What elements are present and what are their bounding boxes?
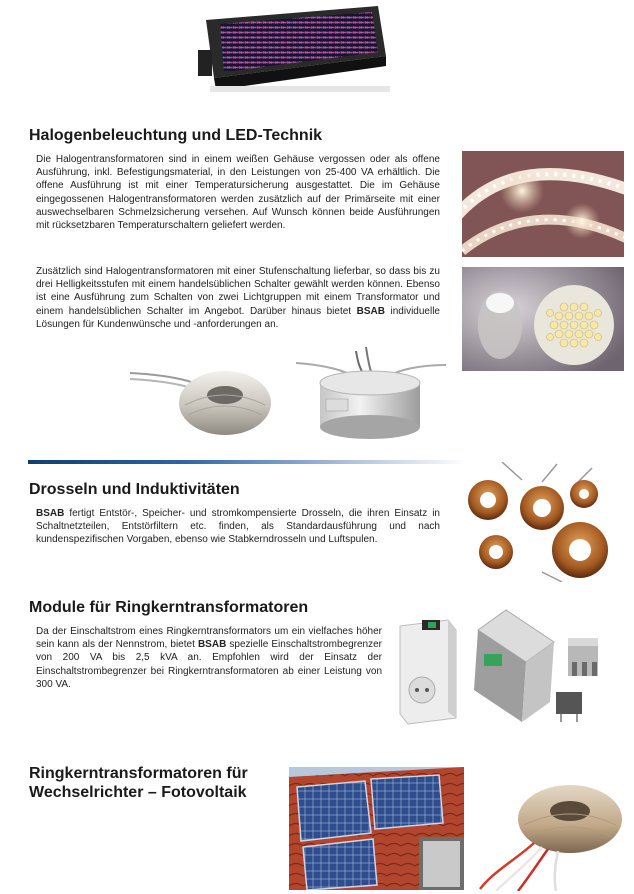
section-title-halogen: Halogenbeleuchtung und LED-Technik <box>29 127 323 144</box>
module-paragraph <box>36 625 382 691</box>
section-title-pv-line-2: Wechselrichter – Fotovoltaik <box>29 784 247 801</box>
halogen-paragraph-2 <box>36 265 440 331</box>
brand-name: BSAB <box>356 305 385 317</box>
section-title-drosseln: Drosseln und Induktivitäten <box>29 481 240 498</box>
brand-name: BSAB <box>36 508 65 519</box>
halogen-paragraph-1: Die Halogentransformatoren sind in einem weißen Gehäuse vergossen oder als offene Ausführung, inkl. Befestigungsmaterial, in den Leistungen von 25-400 VA erhältlich. Die offene Ausführung ist mit einer Temperatursicherung ausgestattet. Die im Gehäuse eingegossenen Halogentransformatoren werden zusätzlich auf der Primärseite mit einer auswechselbaren Schmelzsicherung versehen. Auf Wunsch können beide Ausführungen mit rücksetzbaren Temperaturschaltern geliefert werden. <box>36 154 440 232</box>
halogen-paragraph-2-end: individuelle Lösungen für Kundenwünsche und -anforderungen an. <box>36 305 440 330</box>
led-light-bar-photo <box>190 0 390 96</box>
solar-roof-photo <box>289 767 464 890</box>
led-spot-lamp-photo <box>462 267 624 371</box>
drosseln-paragraph <box>36 507 440 547</box>
section-title-pv-line-1: Ringkerntransformatoren für <box>29 765 248 782</box>
brand-name: BSAB <box>197 639 227 651</box>
halogen-paragraph-2-text: Zusätzlich sind Halogentransformatoren mit einer Stufenschaltung lieferbar, so dass bis zu drei Helligkeitsstufen mit einem handelsüblichen Schalter gewählt werden können. Ebenso ist eine Ausführung zum Schalten von zwei Lichtgruppen mit einem Transformator und einem handelsüblichen Schalter im Angebot. Darüber hinaus bietet <box>36 266 440 317</box>
module-paragraph-text: Da der Einschaltstrom eines Ringkerntransformators um ein vielfaches höher sein kann als der Nennstrom, bietet <box>36 626 382 651</box>
inrush-limiter-modules-photo <box>392 602 626 728</box>
toroidal-transformer-cables-photo <box>474 771 630 891</box>
potted-halogen-transformer-photo <box>296 343 446 443</box>
section-divider <box>28 460 468 464</box>
drosseln-paragraph-text: fertigt Entstör-, Speicher- und stromkompensierte Drosseln, die ihren Einsatz in Schaltnetzteilen, Entstörfiltern etc. finden, als Standardausführung und nach kundenspezifischen Vorgaben, ebenso wie Stabkerndrosseln und Luftspulen. <box>36 508 440 546</box>
toroidal-transformer-photo <box>130 345 280 440</box>
section-title-pv <box>29 764 248 802</box>
led-strip-photo <box>462 151 624 257</box>
toroid-chokes-photo <box>462 462 622 582</box>
section-title-module: Module für Ringkerntransformatoren <box>29 599 309 616</box>
module-paragraph-end: spezielle Einschaltstrombegrenzer von 200 VA bis 2,5 kVA an. Empfohlen wird der Einsatz der Einschaltstrombegrenzer bei Ringkerntransformatoren ab einer Leistung von 300 VA. <box>36 639 382 690</box>
